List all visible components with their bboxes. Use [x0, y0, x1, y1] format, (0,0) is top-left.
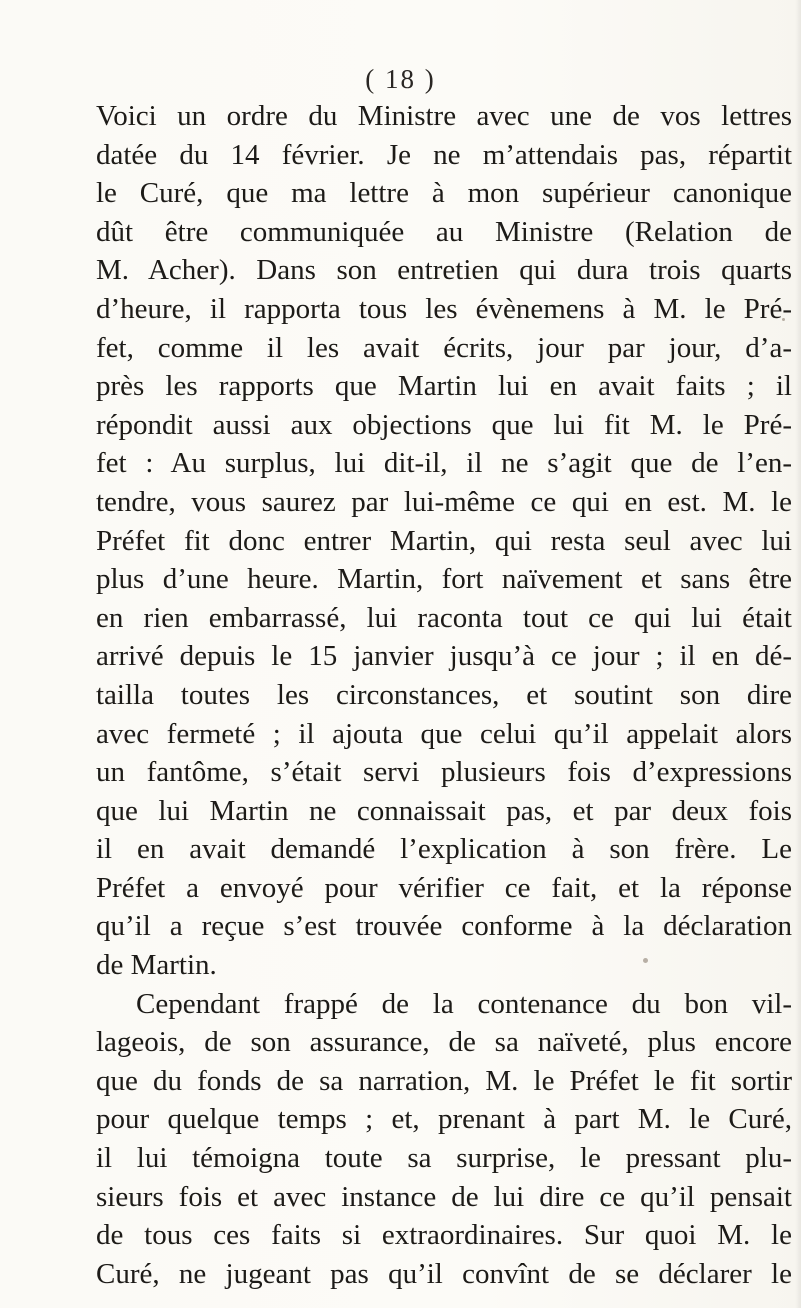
text-line: avec fermeté ; il ajouta que celui qu’il appelait alors	[96, 717, 792, 750]
text-line: Préfet a envoyé pour vérifier ce fait, et la réponse	[96, 871, 792, 904]
text-line: plus d’une heure. Martin, fort naïvement et sans être	[96, 563, 792, 596]
body-text	[96, 97, 792, 1293]
text-line: tendre, vous saurez par lui-même ce qui en est. M. le	[96, 485, 792, 518]
text-line: sieurs fois et avec instance de lui dire ce qu’il pensait	[96, 1180, 792, 1213]
text-line: dût être communiquée au Ministre (Relation de	[96, 215, 792, 248]
page-number: ( 18 )	[365, 64, 436, 94]
text-line: que du fonds de sa narration, M. le Préfet le fit sortir	[96, 1064, 792, 1097]
text-line: un fantôme, s’était servi plusieurs fois d’expressions	[96, 756, 792, 789]
paper-speck	[643, 958, 648, 963]
text-line: datée du 14 février. Je ne m’attendais pas, répartit	[96, 138, 792, 171]
text-line: fet : Au surplus, lui dit-il, il ne s’agit que de l’en-	[96, 447, 792, 480]
text-line: fet, comme il les avait écrits, jour par jour, d’a-	[96, 331, 792, 364]
text-line: pour quelque temps ; et, prenant à part M. le Curé,	[96, 1103, 792, 1136]
text-line: que lui Martin ne connaissait pas, et par deux fois	[96, 794, 792, 827]
text-line: il en avait demandé l’explication à son frère. Le	[96, 833, 792, 866]
text-line: lageois, de son assurance, de sa naïveté, plus encore	[96, 1026, 792, 1059]
text-line: Voici un ordre du Ministre avec une de vos lettres	[96, 100, 792, 132]
text-line: Curé, ne jugeant pas qu’il convînt de se déclarer le	[96, 1257, 792, 1290]
text-line: il lui témoigna toute sa surprise, le pressant plu-	[96, 1142, 792, 1175]
text-line: d’heure, il rapporta tous les évènemens à M. le Pré-	[96, 292, 792, 325]
text-line: le Curé, que ma lettre à mon supérieur canonique	[96, 177, 792, 210]
text-line: de Martin.	[96, 949, 217, 982]
text-line: en rien embarrassé, lui raconta tout ce qui lui était	[96, 601, 792, 634]
text-line: tailla toutes les circonstances, et soutint son dire	[96, 678, 792, 711]
text-line: M. Acher). Dans son entretien qui dura trois quarts	[96, 254, 792, 287]
text-line: Préfet fit donc entrer Martin, qui resta seul avec lui	[96, 524, 792, 557]
paper-speck	[782, 318, 785, 321]
text-line: près les rapports que Martin lui en avait faits ; il	[96, 370, 792, 403]
page-edge-shadow	[795, 0, 801, 1308]
text-line: de tous ces faits si extraordinaires. Sur quoi M. le	[96, 1219, 792, 1252]
text-line: répondit aussi aux objections que lui fit M. le Pré-	[96, 408, 792, 441]
text-line: qu’il a reçue s’est trouvée conforme à la déclaration	[96, 910, 792, 943]
text-line: arrivé depuis le 15 janvier jusqu’à ce jour ; il en dé-	[96, 640, 792, 673]
text-line: Cependant frappé de la contenance du bon vil-	[136, 987, 792, 1020]
